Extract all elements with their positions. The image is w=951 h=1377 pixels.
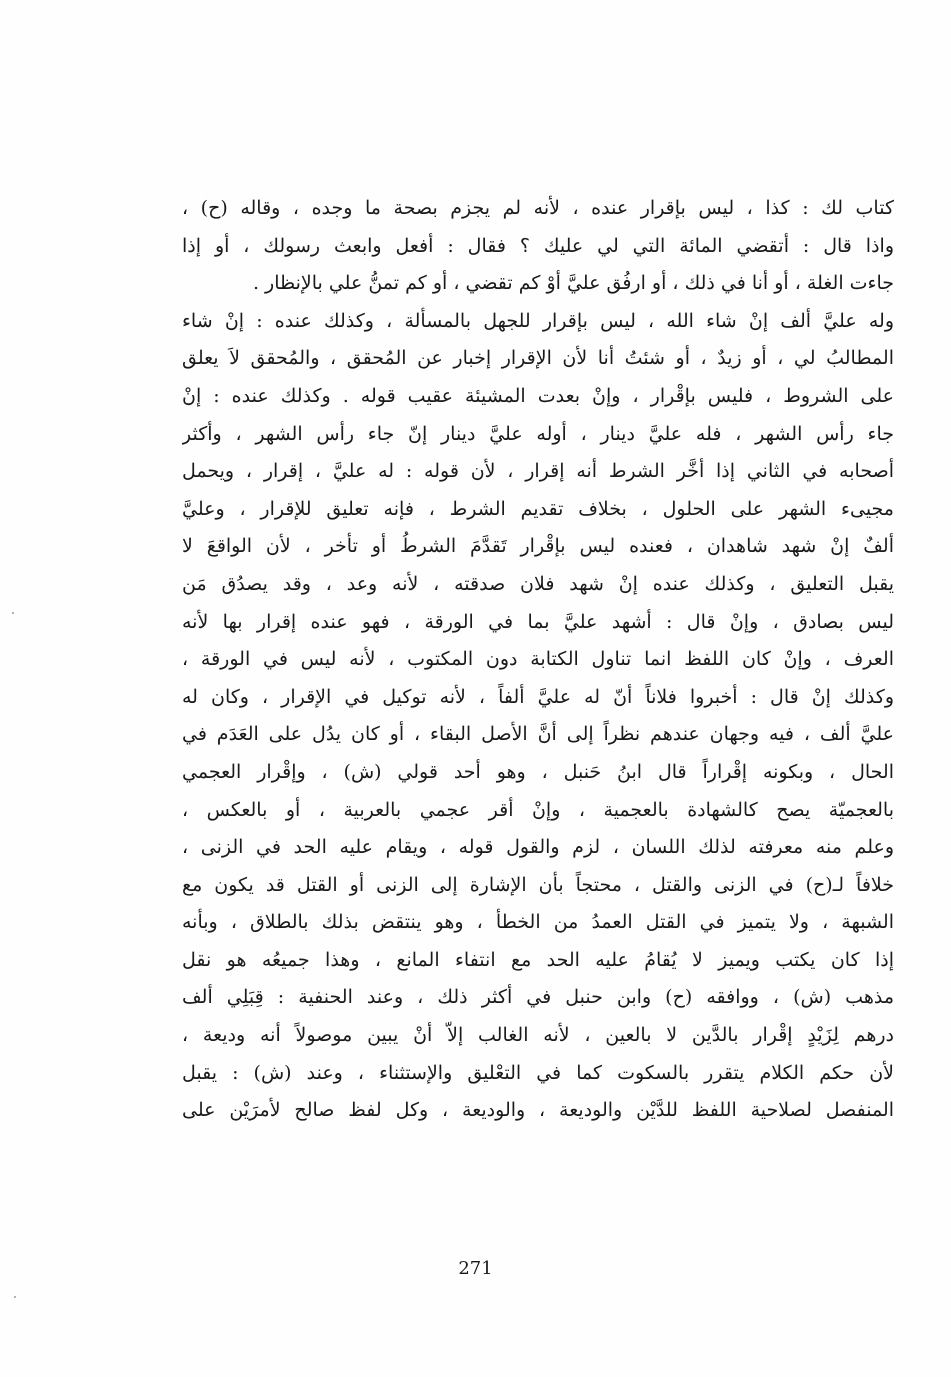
text-line: أصحابه في الثاني إذا أخَّر الشرط أنه إقرار ، لأن قوله : له عليَّ ، إقرار ، ويحمل <box>182 460 894 483</box>
text-line: وكذلك إنْ قال : أخبروا فلاناً أنّ له عليَّ ألفاً ، لأنه توكيل في الإقرار ، وكان له <box>182 685 894 708</box>
text-line: مذهب (ش) ، ووافقه (ح) وابن حنبل في أكثر ذلك ، وعند الحنفية : قِبَلِي ألف <box>182 986 894 1009</box>
text-line: المنفصل لصلاحية اللفظ للدَّيْن والوديعة ، والوديعة ، وكل لفظ صالح لأمرَيْن على <box>182 1099 894 1122</box>
text-line: المطالبُ لي ، أو زيدٌ ، أو شئتُ أنا لأن الإقرار إخبار عن المُحقق ، والمُحقق لاَ يعلق <box>182 347 894 370</box>
text-line: إذا كان يكتب ويميز لا يُقامُ عليه الحد مع انتفاء المانع ، وهذا جميعُه هو نقل <box>182 948 894 971</box>
page-number: 271 <box>458 1258 493 1279</box>
text-line: على الشروط ، فليس بإقْرار ، وإنْ بعدت المشيئة عقيب قوله . وكذلك عنده : إنْ <box>182 384 894 407</box>
text-line: واذا قال : أتقضي المائة التي لي عليك ؟ فقال : أفعل وابعث رسولك ، أو إذا <box>182 234 894 257</box>
text-line: بالعجميّة يصح كالشهادة بالعجمية ، وإنْ أقر عجمي بالعربية ، أو بالعكس ، <box>182 798 894 821</box>
text-line: وعلم منه معرفته لذلك اللسان ، لزم والقول قوله ، ويقام عليه الحد في الزنى ، <box>182 836 894 859</box>
text-line: يقبل التعليق ، وكذلك عنده إنْ شهد فلان صدقته ، لأنه وعد ، وقد يصدُق مَن <box>182 572 894 595</box>
scan-speck <box>14 1296 16 1298</box>
text-line: جاءت الغلة ، أو أنا في ذلك ، أو ارفُق عليَّ أوْ كم تقضي ، أو كم تمنُّ علي بالإنظار . <box>252 272 894 295</box>
text-line: ليس بصادق ، وإنْ قال : أشهد عليَّ بما في الورقة ، فهو عنده إقرار بها لأنه <box>182 610 894 633</box>
text-line: جاء رأس الشهر ، فله عليَّ دينار ، أوله عليَّ دينار إنّ جاء رأس الشهر ، وأكثر <box>182 422 894 445</box>
text-line: خلافاً لـ(ح) في الزنى والقتل ، محتجاً بأن الإشارة إلى الزنى أو القتل قد يكون مع <box>182 873 894 896</box>
text-line: درهم لِزَيْدٍ إقْرار بالدَّين لا بالعين ، لأنه الغالب إلاّ أنْ يبين موصولاً أنه وديعة ، <box>182 1024 894 1047</box>
text-line: كتاب لك : كذا ، ليس بإقرار عنده ، لأنه لم يجزم بصحة ما وجده ، وقاله (ح) ، <box>182 197 894 219</box>
scan-speck <box>12 612 14 614</box>
text-line: ألفٌ إنْ شهد شاهدان ، فعنده ليس بإقْرار تَقدَّمَ الشرطُ أو تأخر ، لأن الواقعَ لا <box>182 535 894 558</box>
text-line: وله عليَّ ألف إنْ شاء الله ، ليس بإقرار للجهل بالمسألة ، وكذلك عنده : إنْ شاء <box>182 309 894 332</box>
text-line: العرف ، وإنْ كان اللفظ انما تناول الكتابة دون المكتوب ، لأنه ليس في الورقة ، <box>182 648 894 671</box>
text-line: لأن حكم الكلام يتقرر بالسكوت كما في التعْليق والإستثناء ، وعند (ش) : يقبل <box>182 1061 894 1084</box>
body-text <box>182 190 894 1130</box>
text-line: عليَّ ألف ، فيه وجهان عندهم نظراً إلى أنَّ الأصل البقاء ، أو كان يدُل على العَدَم في <box>182 723 894 746</box>
text-line: الحال ، وبكونه إقْراراً قال ابنُ حَنبل ، وهو أحد قولي (ش) ، وإقْرار العجمي <box>182 760 894 783</box>
text-line: الشبهة ، ولا يتميز في القتل العمدُ من الخطأ ، وهو ينتقض بذلك بالطلاق ، وبأنه <box>182 911 894 934</box>
text-line: مجيىء الشهر على الحلول ، بخلاف تقديم الشرط ، فإنه تعليق للإقرار ، وعليَّ <box>182 497 894 520</box>
